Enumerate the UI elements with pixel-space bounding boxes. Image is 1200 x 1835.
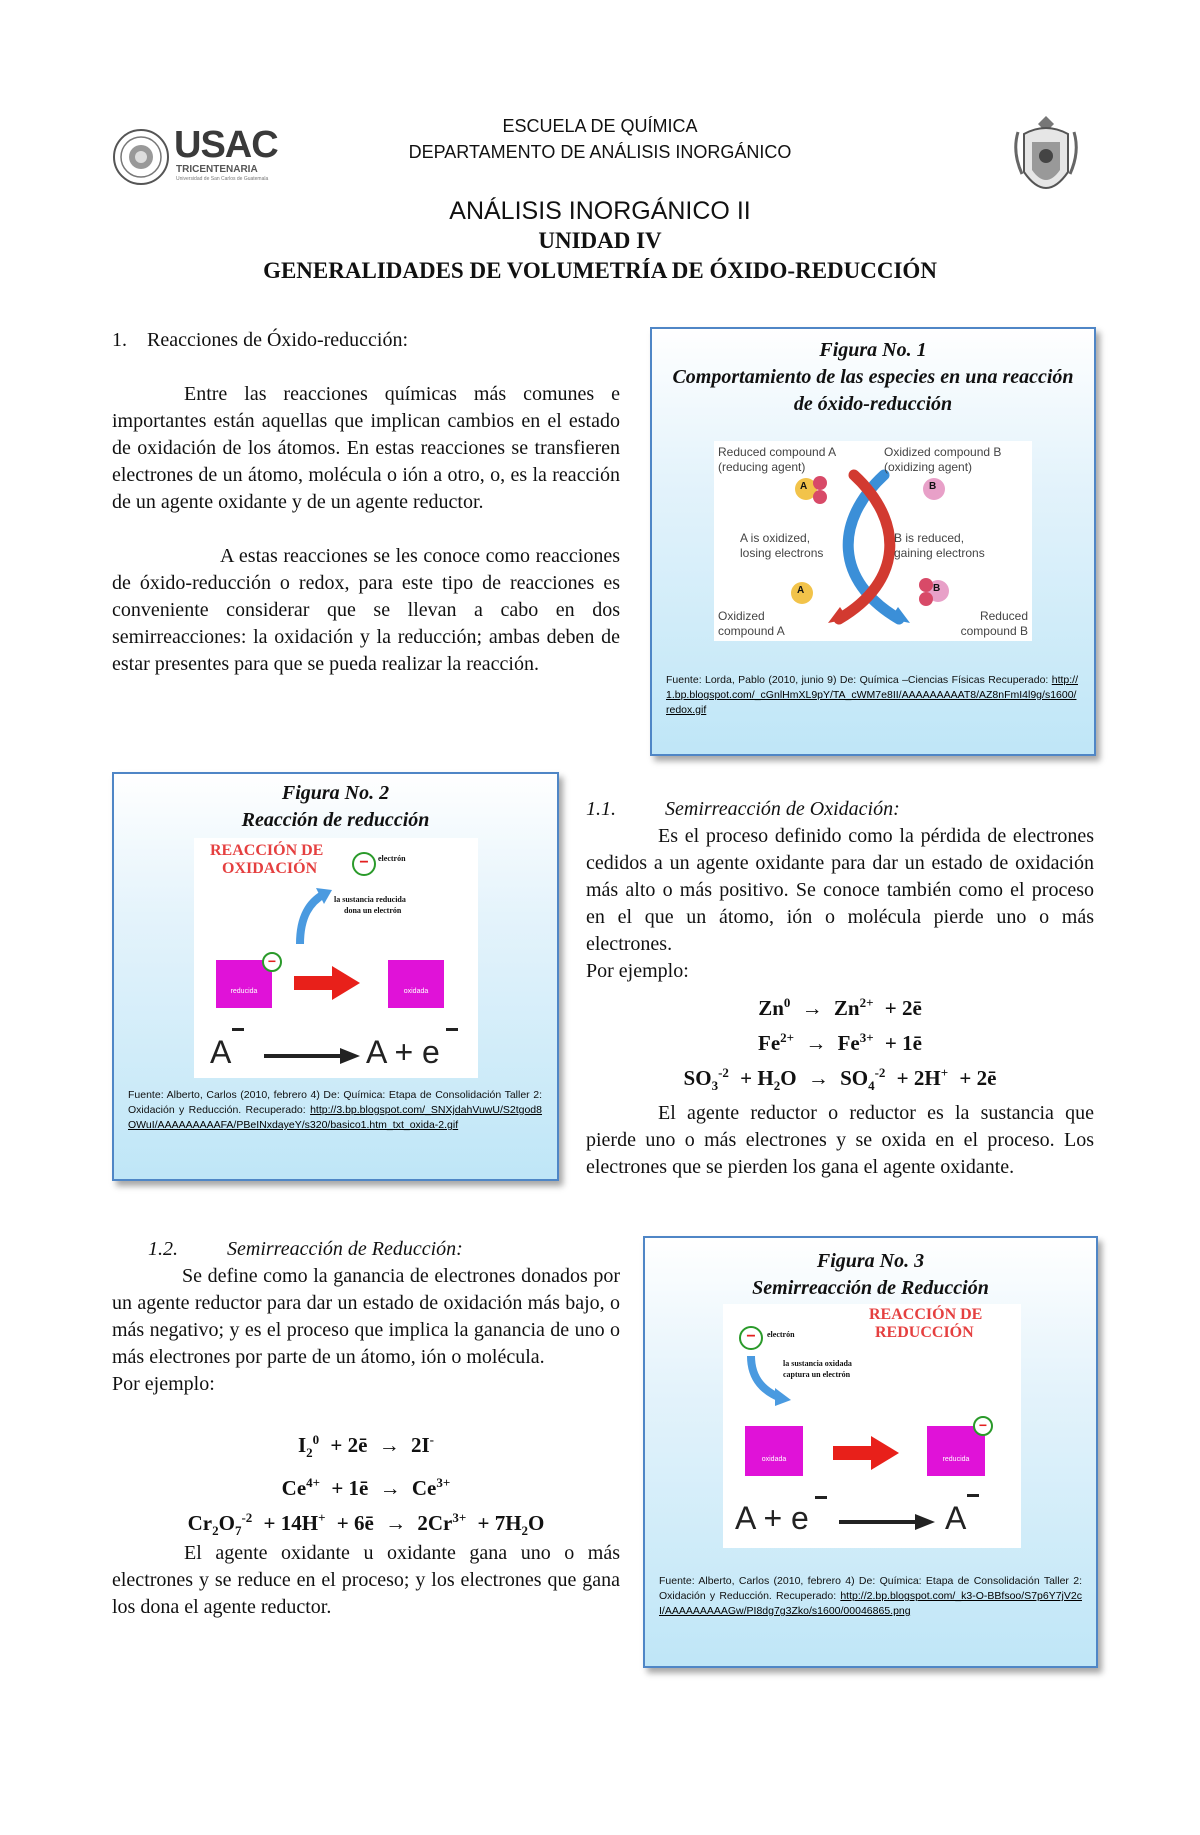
equation-sulfite: $SO_3^{-2} + H_2O \to SO_4^{-2} + 2H^+$ + 2ē [683, 1065, 997, 1094]
figure-3-number: Figura No. 3 [816, 1250, 925, 1272]
electron-label: electrón [767, 1330, 795, 1339]
label-oxidized-compound-b: Oxidized compound B [884, 445, 1002, 459]
figure-3-title: Semirreacción de Reducción [752, 1277, 989, 1299]
red-arrow-icon [833, 1436, 899, 1470]
section-1-2-paragraph-1: Se define como la ganancia de electrones donados por un agente reductor para dar un estado de oxidación más bajo, o más negativo; y es el proceso que implica la ganancia de uno o más electrones por parte de un átomo, ión o molécula. [112, 1265, 620, 1368]
figure-2-note-1: la sustancia reducida [334, 895, 406, 904]
label-reduced: Reduced [979, 609, 1028, 623]
usac-logo [112, 124, 292, 188]
figure-3-eq-left: A + e [735, 1500, 809, 1536]
section-1-2-paragraph-2: El agente oxidante u oxidante gana uno o más electrones y se reduce en el proceso; y los electrones que gana los dona el agente reductor. [112, 1542, 620, 1618]
electron-on-box-icon: − [262, 952, 282, 972]
atom-b-bottom: B [933, 583, 941, 594]
section-1-1-heading: Semirreacción de Oxidación: [665, 798, 900, 820]
label-oxidized: Oxidized [718, 609, 765, 623]
section-1-1-example: Por ejemplo: [586, 960, 689, 982]
label-reduced-compound-a: Reduced compound A [718, 445, 837, 459]
reduced-substance-box: reducida [216, 960, 272, 1008]
figure-1-title: Comportamiento de las especies en una reacción de óxido-reducción [672, 366, 1074, 415]
atom-a-top: A [800, 481, 808, 492]
figure-3-eq-right-bar [967, 1494, 979, 1497]
logo-subtitle: TRICENTENARIA [176, 164, 258, 175]
label-a-oxidized: A is oxidized, [740, 531, 811, 545]
university-seal-icon [112, 128, 170, 186]
curved-arrow-icon [294, 886, 334, 948]
figure-2-heading-1: REACCIÓN DE [210, 842, 324, 859]
equation-dichromate: $Cr_2O_7^{-2} + 14H^+$ + 6ē → $2Cr^{3+} + 7H_2O$ [187, 1510, 545, 1539]
red-arrow-icon [294, 966, 360, 1000]
figure-2-title: Reacción de reducción [241, 809, 430, 831]
label-reducing-agent: (reducing agent) [718, 460, 806, 474]
figure-2 [112, 772, 559, 1181]
electron-label: electrón [378, 854, 406, 863]
figure-1 [650, 327, 1096, 756]
electron-icon: − [739, 1326, 763, 1350]
reaction-arrow-icon [264, 1048, 360, 1064]
figure-1-number: Figura No. 1 [819, 339, 927, 361]
oxidation-diagram [194, 838, 478, 1078]
figure-3 [643, 1236, 1098, 1668]
equation-zinc: $Zn^0 \to Zn^{2+}$ + 2ē [758, 995, 922, 1020]
equation-iodine: $I_2^0$ + 2ē → 2I- [297, 1432, 434, 1461]
document-title: GENERALIDADES DE VOLUMETRÍA DE ÓXIDO-REDUCCIÓN [263, 258, 937, 283]
figure-3-note-1: la sustancia oxidada [783, 1359, 852, 1368]
figure-3-heading-2: REDUCCIÓN [875, 1324, 974, 1341]
figure-2-eq-right-bar [446, 1028, 458, 1031]
oxidized-substance-box: oxidada [388, 960, 444, 1008]
section-1-2-example: Por ejemplo: [112, 1373, 215, 1395]
figure-2-link[interactable]: http://3.bp.blogspot.com/_SNXjdahVuwU/S2tgod8OWuI/AAAAAAAAAFA/PBeINxdayeY/s320/basico1.htm_txt_oxida-2.gif [128, 1104, 542, 1131]
section-1-2-heading: Semirreacción de Reducción: [227, 1238, 463, 1260]
figure-2-eq-right: A + e [366, 1034, 440, 1070]
figure-1-source: Fuente: Lorda, Pablo (2010, junio 9) De: Química –Ciencias Físicas Recuperado: [666, 674, 1049, 686]
reduced-substance-box: reducida [927, 1426, 985, 1476]
oxidized-substance-box: oxidada [745, 1426, 803, 1476]
atom-a-bottom: A [797, 585, 805, 596]
school-crest-icon [1010, 112, 1082, 208]
section-1-1-paragraph-1: Es el proceso definido como la pérdida de electrones cedidos a un agente oxidante para dar un estado de oxidación más alto o más positivo. Se conoce también como el proceso en el que un átomo, ión o molécula pierde uno o más electrones. [586, 825, 1094, 955]
label-oxidizing-agent: (oxidizing agent) [884, 460, 973, 474]
reaction-arrow-icon [839, 1514, 935, 1530]
figure-2-eq-left-bar [232, 1028, 244, 1031]
figure-3-eq-right: A [945, 1500, 967, 1536]
equation-iron: $Fe^{2+} \to Fe^{3+}$ + 1ē [758, 1030, 922, 1055]
course-title: ANÁLISIS INORGÁNICO II [449, 197, 751, 225]
label-gaining-electrons: gaining electrons [894, 546, 985, 560]
redox-diagram [714, 441, 1032, 641]
section1-paragraph-2: A estas reacciones se les conoce como reacciones de óxido-reducción o redox, para este tipo de reacciones es conveniente considerar que se llevan a cabo en dos semirreacciones: la oxidación y la reducción; ambas deben de estar presentes para que se pueda realizar la reacción. [112, 545, 620, 675]
unit-title: UNIDAD IV [538, 228, 662, 253]
figure-3-link[interactable]: http://2.bp.blogspot.com/_k3-O-BBfsoo/S7p6Y7jV2cI/AAAAAAAAAGw/PI8dg7g3Zko/s1600/00046865.png [659, 1590, 1082, 1617]
section-1-1-number: 1.1. [586, 798, 616, 820]
figure-1-link[interactable]: http://1.bp.blogspot.com/_cGnlHmXL9pY/TA_cWM7e8II/AAAAAAAAAT8/AZ8nFmI4l9g/s1600/redox.gif [666, 674, 1078, 716]
figure-3-eq-left-bar [815, 1496, 827, 1499]
figure-2-note-2: dona un electrón [344, 906, 402, 915]
figure-2-eq-left: A [210, 1034, 232, 1070]
label-compound-a: compound A [718, 624, 785, 638]
label-losing-electrons: losing electrons [740, 546, 824, 560]
section1-heading: 1. Reacciones de Óxido-reducción: [112, 329, 409, 351]
section-1-1-paragraph-2: El agente reductor o reductor es la sustancia que pierde uno o más electrones y se oxida en el proceso. Los electrones que se pierden los gana el agente oxidante. [586, 1102, 1094, 1178]
department-name: DEPARTAMENTO DE ANÁLISIS INORGÁNICO [408, 142, 792, 162]
figure-3-source: Fuente: Alberto, Carlos (2010, febrero 4) De: Química: Etapa de Consolidación Taller 2: Oxidación y Reducción. Recuperado: [659, 1575, 1082, 1602]
section-1-2-number: 1.2. [148, 1238, 178, 1260]
reduction-diagram [723, 1304, 1021, 1548]
logo-text: USAC [174, 124, 278, 166]
figure-2-number: Figura No. 2 [281, 782, 390, 804]
figure-3-heading-1: REACCIÓN DE [869, 1306, 983, 1323]
figure-2-heading-2: OXIDACIÓN [222, 860, 318, 877]
reduction-equations [112, 1425, 620, 1546]
electron-icon: − [352, 852, 376, 876]
oxidation-equations [586, 988, 1094, 1101]
label-b-reduced: B is reduced, [894, 531, 965, 545]
figure-3-note-2: captura un electrón [783, 1370, 851, 1379]
electron-on-box-icon: − [973, 1416, 993, 1436]
figure-2-source: Fuente: Alberto, Carlos (2010, febrero 4) De: Química: Etapa de Consolidación Taller 2: Oxidación y Reducción. Recuperado: [128, 1089, 542, 1116]
label-compound-b: compound B [960, 624, 1028, 638]
atom-b-top: B [929, 481, 937, 492]
logo-caption: Universidad de San Carlos de Guatemala [176, 176, 269, 182]
equation-cerium: $Ce^{4+}$ + 1ē → $Ce^{3+}$ [281, 1475, 451, 1501]
school-name: ESCUELA DE QUÍMICA [502, 116, 698, 136]
section1-paragraph-1: Entre las reacciones químicas más comunes e importantes están aquellas que implican cambios en el estado de oxidación de los átomos. En estas reacciones se transfieren electrones de un átomo, molécula o ión a otro, o, es la reacción de un agente oxidante y de un agente reductor. [112, 383, 620, 513]
